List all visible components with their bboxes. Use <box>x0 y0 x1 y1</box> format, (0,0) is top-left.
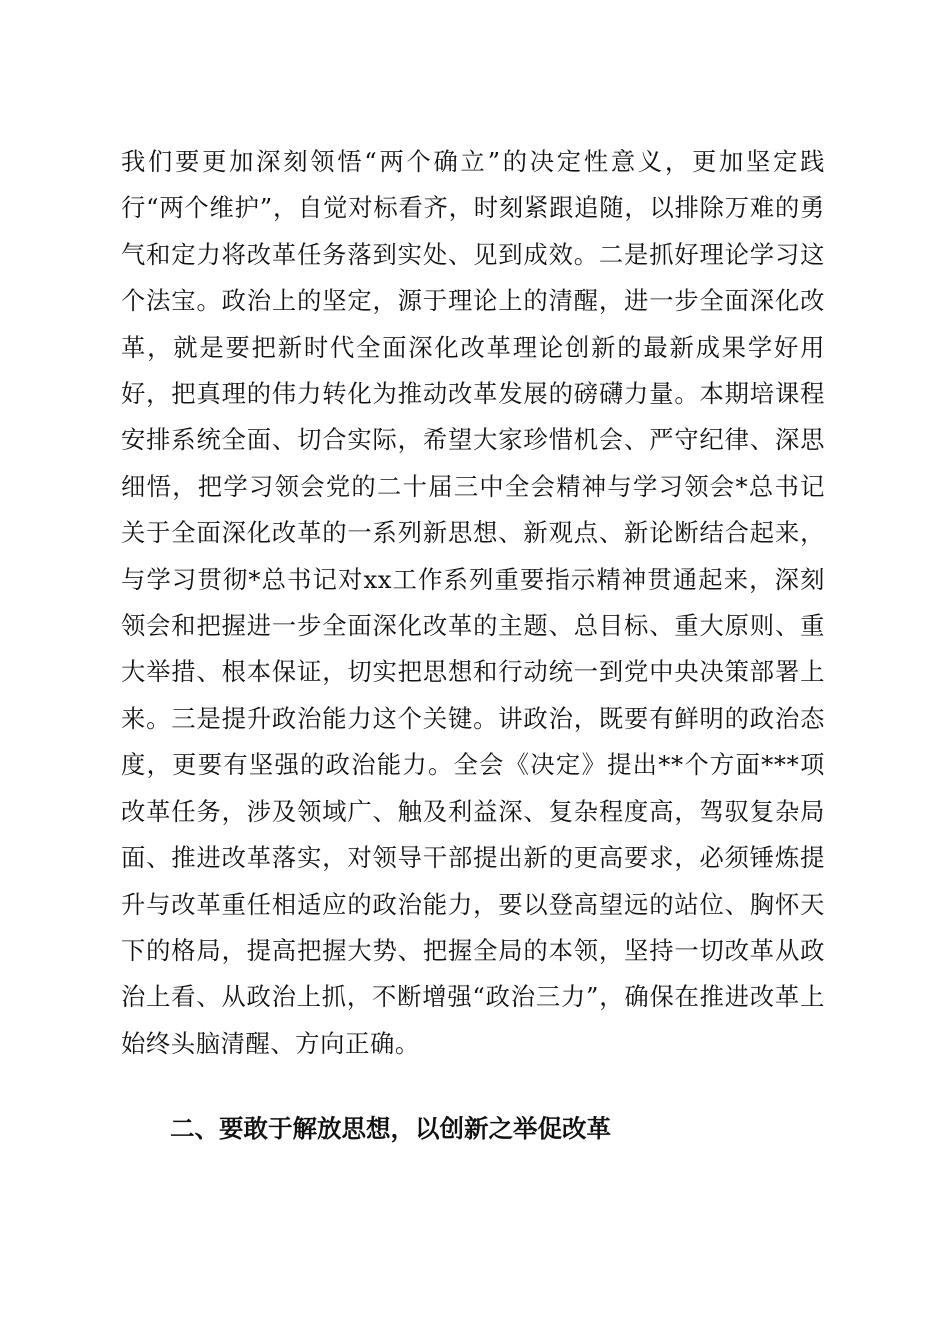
body-paragraph: 我们要更加深刻领悟“两个确立”的决定性意义，更加坚定践行“两个维护”，自觉对标看齐，时刻紧跟追随，以排除万难的勇气和定力将改革任务落到实处、见到成效。二是抓好理论学习这个法宝。政治上的坚定，源于理论上的清醒，进一步全面深化改革，就是要把新时代全面深化改革理论创新的最新成果学好用好，把真理的伟力转化为推动改革发展的磅礴力量。本期培课程安排系统全面、切合实际，希望大家珍惜机会、严守纪律、深思细悟，把学习领会党的二十届三中全会精神与学习领会*总书记关于全面深化改革的一系列新思想、新观点、新论断结合起来，与学习贯彻*总书记对xx工作系列重要指示精神贯通起来，深刻领会和把握进一步全面深化改革的主题、总目标、重大原则、重大举措、根本保证，切实把思想和行动统一到党中央决策部署上来。三是提升政治能力这个关键。讲政治，既要有鲜明的政治态度，更要有坚强的政治能力。全会《决定》提出**个方面***项改革任务，涉及领域广、触及利益深、复杂程度高，驾驭复杂局面、推进改革落实，对领导干部提出新的更高要求，必须锤炼提升与改革重任相适应的政治能力，要以登高望远的站位、胸怀天下的格局，提高把握大势、把握全局的本领，坚持一切改革从政治上看、从政治上抓，不断增强“政治三力”，确保在推进改革上始终头脑清醒、方向正确。 <box>121 147 825 1058</box>
section-heading: 二、要敢于解放思想，以创新之举促改革 <box>170 1114 611 1143</box>
